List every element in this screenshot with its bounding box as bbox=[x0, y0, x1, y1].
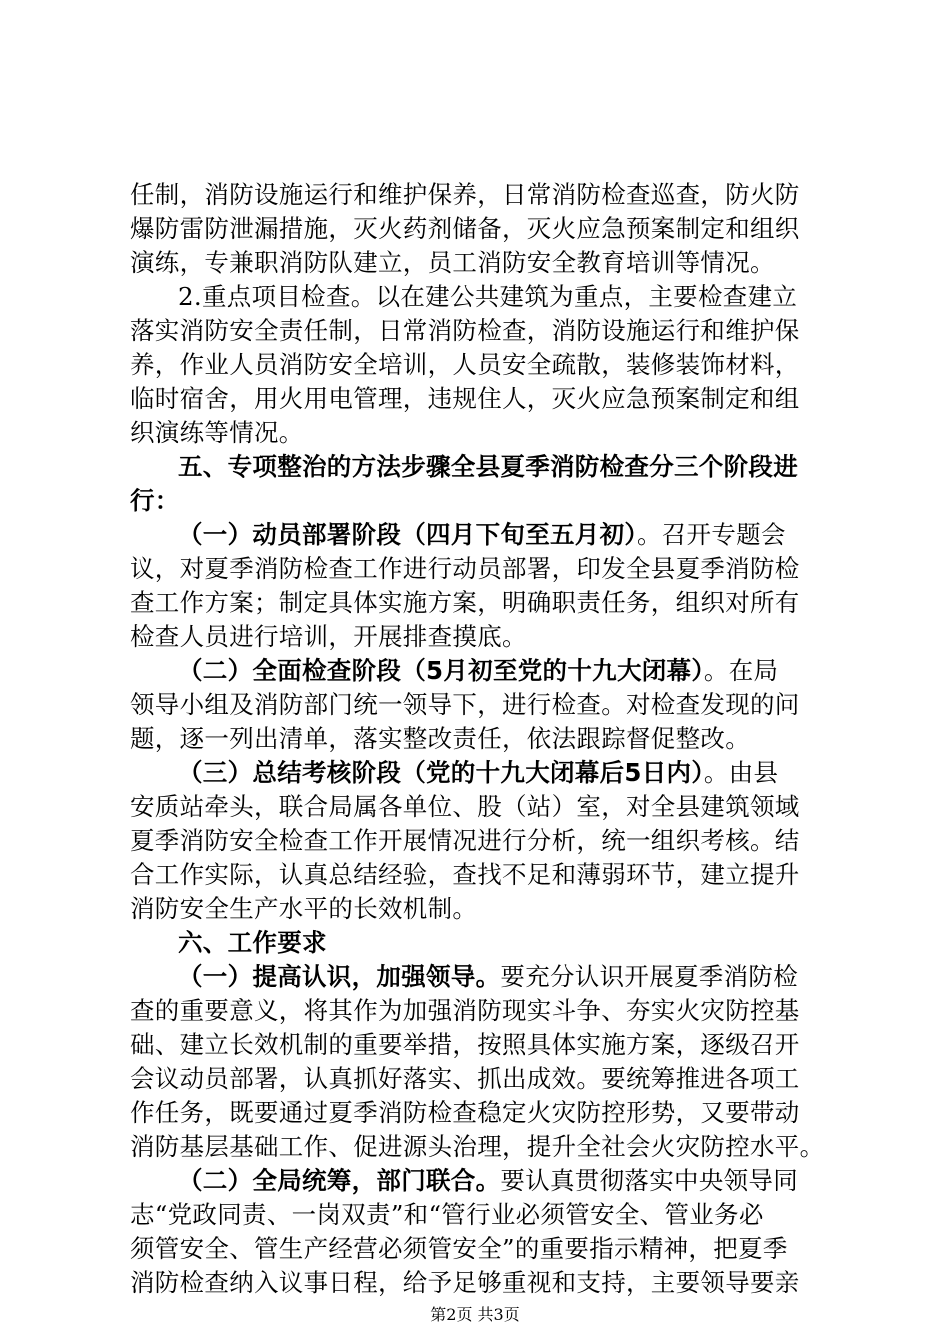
text-line: 题，逐一列出清单，落实整改责任，依法跟踪督促整改。 bbox=[130, 724, 750, 753]
text-line: 作任务，既要通过夏季消防检查稳定火灾防控形势，又要带动 bbox=[130, 1098, 800, 1127]
text-line: 安质站牵头，联合局属各单位、股（站）室，对全县建筑领域 bbox=[130, 792, 800, 821]
subheading: （一）提高认识，加强领导。 bbox=[178, 962, 501, 991]
text-span: 。由县 bbox=[703, 758, 779, 787]
text-line: 查的重要意义，将其作为加强消防现实斗争、夯实火灾防控基 bbox=[130, 996, 800, 1025]
text-line: 织演练等情况。 bbox=[130, 418, 304, 447]
text-line: 查工作方案；制定具体实施方案，明确职责任务，组织对所有 bbox=[130, 588, 800, 617]
text-line: 领导小组及消防部门统一领导下，进行检查。对检查发现的问 bbox=[130, 690, 800, 719]
subheading: （三）总结考核阶段（党的十九大闭幕后5日内） bbox=[178, 758, 704, 787]
text-line: 础、建立长效机制的重要举措，按照具体实施方案，逐级召开 bbox=[130, 1030, 800, 1059]
text-line: 志“党政同责、一岗双责”和“管行业必须管安全、管业务必 bbox=[130, 1200, 764, 1229]
text-line: 2.重点项目检查。以在建公共建筑为重点，主要检查建立 bbox=[178, 282, 798, 311]
section-heading: 行： bbox=[130, 486, 180, 515]
text-line: 合工作实际，认真总结经验，查找不足和薄弱环节，建立提升 bbox=[130, 860, 800, 889]
text-line: 夏季消防安全检查工作开展情况进行分析，统一组织考核。结 bbox=[130, 826, 800, 855]
text-line: 任制，消防设施运行和维护保养，日常消防检查巡查，防火防 bbox=[130, 180, 800, 209]
text-line: 议，对夏季消防检查工作进行动员部署，印发全县夏季消防检 bbox=[130, 554, 800, 583]
text-line: 落实消防安全责任制，日常消防检查，消防设施运行和维护保 bbox=[130, 316, 800, 345]
subheading: （二）全局统筹，部门联合。 bbox=[178, 1166, 501, 1195]
text-span: 要认真贯彻落实中央领导同 bbox=[500, 1166, 799, 1195]
text-line: 消防安全生产水平的长效机制。 bbox=[130, 894, 478, 923]
text-span: 要充分认识开展夏季消防检 bbox=[500, 962, 799, 991]
text-line bbox=[178, 960, 878, 994]
page-footer: 第2页 共3页 bbox=[430, 1305, 520, 1324]
text-line: 演练，专兼职消防队建立，员工消防安全教育培训等情况。 bbox=[130, 248, 775, 277]
text-line: 养，作业人员消防安全培训，人员安全疏散，装修装饰材料， bbox=[130, 350, 800, 379]
text-span: 。在局 bbox=[703, 656, 779, 685]
text-line bbox=[178, 1164, 878, 1198]
text-line: 检查人员进行培训，开展排查摸底。 bbox=[130, 622, 527, 651]
subheading: （一）动员部署阶段（四月下旬至五月初） bbox=[178, 520, 637, 549]
subheading: （二）全面检查阶段（5月初至党的十九大闭幕） bbox=[178, 656, 704, 685]
text-line: 消防基层基础工作、促进源头治理，提升全社会火灾防控水平。 bbox=[130, 1132, 825, 1161]
section-heading: 六、工作要求 bbox=[178, 928, 327, 957]
text-line: 爆防雷防泄漏措施，灭火药剂储备，灭火应急预案制定和组织 bbox=[130, 214, 800, 243]
text-line: 会议动员部署，认真抓好落实、抓出成效。要统筹推进各项工 bbox=[130, 1064, 800, 1093]
text-line bbox=[178, 518, 878, 552]
text-line bbox=[178, 756, 878, 790]
text-span: 。召开专题会 bbox=[636, 520, 786, 549]
section-heading: 五、专项整治的方法步骤全县夏季消防检查分三个阶段进 bbox=[178, 452, 798, 481]
text-line: 临时宿舍，用火用电管理，违规住人，灭火应急预案制定和组 bbox=[130, 384, 800, 413]
text-line: 消防检查纳入议事日程，给予足够重视和支持，主要领导要亲 bbox=[130, 1268, 800, 1297]
text-line: 须管安全、管生产经营必须管安全”的重要指示精神，把夏季 bbox=[130, 1234, 788, 1263]
text-line bbox=[178, 654, 878, 688]
